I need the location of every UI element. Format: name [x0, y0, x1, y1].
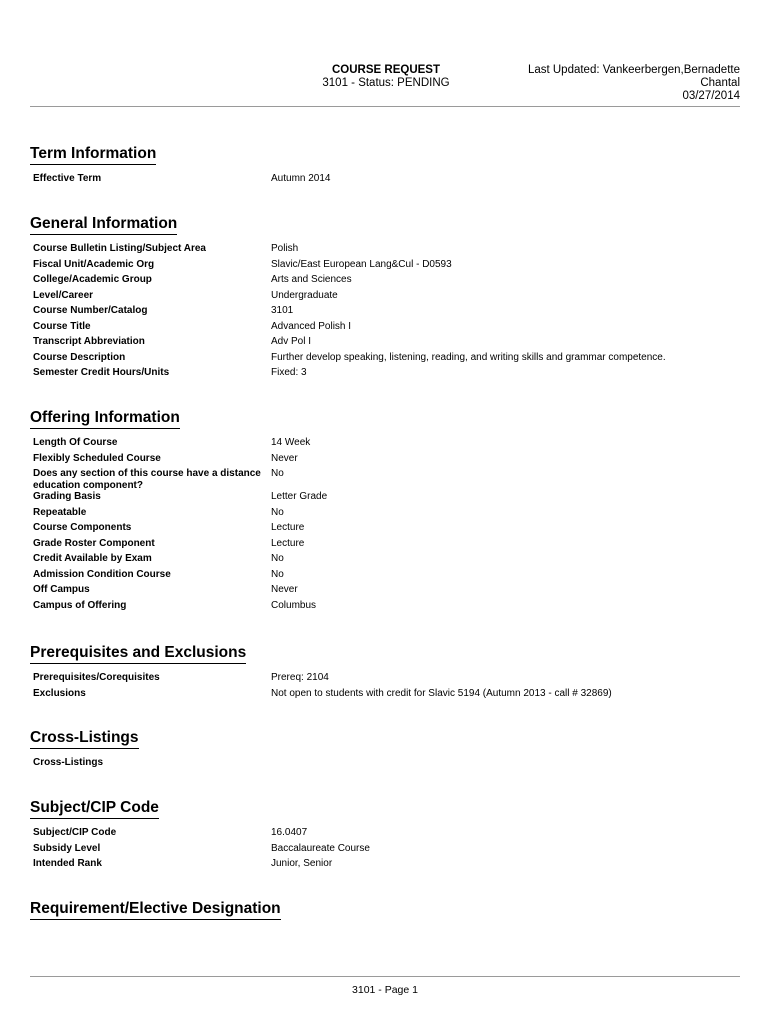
- field-row: [30, 367, 740, 383]
- section-general-information: [30, 215, 740, 383]
- section-title: Prerequisites and Exclusions: [30, 644, 246, 664]
- field-row: [30, 600, 740, 616]
- field-label: Course Components: [33, 522, 132, 533]
- field-value: Fixed: 3: [271, 367, 307, 378]
- section-title: Term Information: [30, 145, 156, 165]
- field-value: No: [271, 468, 284, 479]
- field-row: [30, 437, 740, 453]
- field-value: No: [271, 568, 284, 580]
- field-label: Course Number/Catalog: [33, 305, 148, 316]
- field-row: [30, 453, 740, 469]
- field-row: [30, 672, 740, 688]
- field-row: [30, 173, 740, 189]
- field-value: Arts and Sciences: [271, 274, 352, 285]
- document-header: [296, 64, 476, 90]
- section-title: Requirement/Elective Designation: [30, 900, 281, 920]
- field-row: [30, 259, 740, 275]
- section-title: General Information: [30, 215, 177, 235]
- field-label: Fiscal Unit/Academic Org: [33, 258, 155, 270]
- field-label: Transcript Abbreviation: [33, 336, 145, 347]
- field-label: Level/Career: [33, 289, 94, 301]
- section-rows: [30, 672, 740, 703]
- section-cross-listings: [30, 729, 740, 773]
- section-prerequisites-exclusions: [30, 644, 740, 703]
- section-title: Subject/CIP Code: [30, 799, 159, 819]
- last-updated-line-1: Last Updated: Vankeerbergen,Bernadette: [527, 64, 740, 76]
- field-value: Baccalaureate Course: [271, 842, 370, 854]
- field-label: Cross-Listings: [33, 757, 104, 768]
- field-value: No: [271, 553, 284, 564]
- header-divider: [30, 106, 740, 107]
- field-row: [30, 569, 740, 585]
- field-row: [30, 468, 740, 491]
- footer-divider: [30, 976, 740, 977]
- section-rows: [30, 827, 740, 874]
- field-row: [30, 305, 740, 321]
- field-label: Subsidy Level: [33, 842, 101, 854]
- field-label: Credit Available by Exam: [33, 553, 152, 564]
- field-label: Prerequisites/Corequisites: [33, 672, 160, 683]
- section-rows: [30, 173, 740, 189]
- field-label: Length Of Course: [33, 437, 118, 448]
- field-row: [30, 827, 740, 843]
- field-row: [30, 843, 740, 859]
- field-label: Grade Roster Component: [33, 537, 155, 549]
- field-row: [30, 336, 740, 352]
- section-subject-cip-code: [30, 799, 740, 874]
- field-value: Adv Pol I: [271, 336, 312, 347]
- field-label: Repeatable: [33, 506, 87, 518]
- section-rows: [30, 243, 740, 383]
- field-value: Lecture: [271, 537, 305, 549]
- field-value: Undergraduate: [271, 289, 338, 301]
- field-label: Course Bulletin Listing/Subject Area: [33, 243, 206, 254]
- field-label: Course Description: [33, 351, 126, 363]
- field-label: Off Campus: [33, 584, 90, 595]
- field-label: Flexibly Scheduled Course: [33, 452, 161, 464]
- section-requirement-elective: [30, 900, 740, 928]
- field-value: Further develop speaking, listening, reading, and writing skills and grammar competence.: [271, 351, 666, 363]
- field-row: [30, 858, 740, 874]
- field-row: [30, 321, 740, 337]
- field-label: Campus of Offering: [33, 599, 127, 611]
- field-value: Polish: [271, 243, 299, 254]
- section-rows: [30, 437, 740, 615]
- field-label: Does any section of this course have a distance education component?: [33, 468, 261, 491]
- field-label: Admission Condition Course: [33, 568, 171, 580]
- last-updated-date: 03/27/2014: [682, 90, 740, 102]
- field-row: [30, 757, 740, 773]
- field-value: [271, 757, 740, 773]
- last-updated-line-2: Chantal: [700, 77, 740, 89]
- field-value: Never: [271, 452, 298, 464]
- field-value: Prereq: 2104: [271, 672, 329, 683]
- last-updated-block: [500, 64, 740, 103]
- field-row: [30, 507, 740, 523]
- field-value: Never: [271, 584, 298, 595]
- field-label: Semester Credit Hours/Units: [33, 367, 170, 378]
- document-status: 3101 - Status: PENDING: [322, 77, 450, 89]
- field-row: [30, 688, 740, 704]
- field-value: Not open to students with credit for Slavic 5194 (Autumn 2013 - call # 32869): [271, 687, 612, 699]
- section-rows: [30, 757, 740, 773]
- field-value: Columbus: [271, 599, 317, 611]
- field-row: [30, 491, 740, 507]
- section-title: Offering Information: [30, 409, 180, 429]
- field-value: 3101: [271, 305, 294, 316]
- document-title: COURSE REQUEST: [332, 64, 440, 76]
- page-number: 3101 - Page 1: [352, 984, 418, 996]
- field-value: 14 Week: [271, 437, 311, 448]
- field-label: Subject/CIP Code: [33, 827, 117, 838]
- field-row: [30, 522, 740, 538]
- field-row: [30, 274, 740, 290]
- field-label: College/Academic Group: [33, 274, 152, 285]
- section-title: Cross-Listings: [30, 729, 139, 749]
- field-value: No: [271, 506, 284, 518]
- field-value: Junior, Senior: [271, 858, 333, 869]
- field-value: 16.0407: [271, 827, 308, 838]
- field-label: Intended Rank: [33, 858, 102, 869]
- field-value: Letter Grade: [271, 491, 328, 502]
- section-term-information: [30, 145, 740, 189]
- field-label: Effective Term: [33, 173, 102, 184]
- field-label: Exclusions: [33, 687, 86, 699]
- field-value: Advanced Polish I: [271, 320, 352, 332]
- field-value: Autumn 2014: [271, 173, 331, 184]
- field-label: Course Title: [33, 320, 91, 332]
- field-row: [30, 553, 740, 569]
- field-value: Lecture: [271, 522, 305, 533]
- section-offering-information: [30, 409, 740, 615]
- field-row: [30, 584, 740, 600]
- field-value: Slavic/East European Lang&Cul - D0593: [271, 258, 452, 270]
- field-label: Grading Basis: [33, 491, 101, 502]
- field-row: [30, 290, 740, 306]
- field-row: [30, 243, 740, 259]
- field-row: [30, 352, 740, 368]
- field-row: [30, 538, 740, 554]
